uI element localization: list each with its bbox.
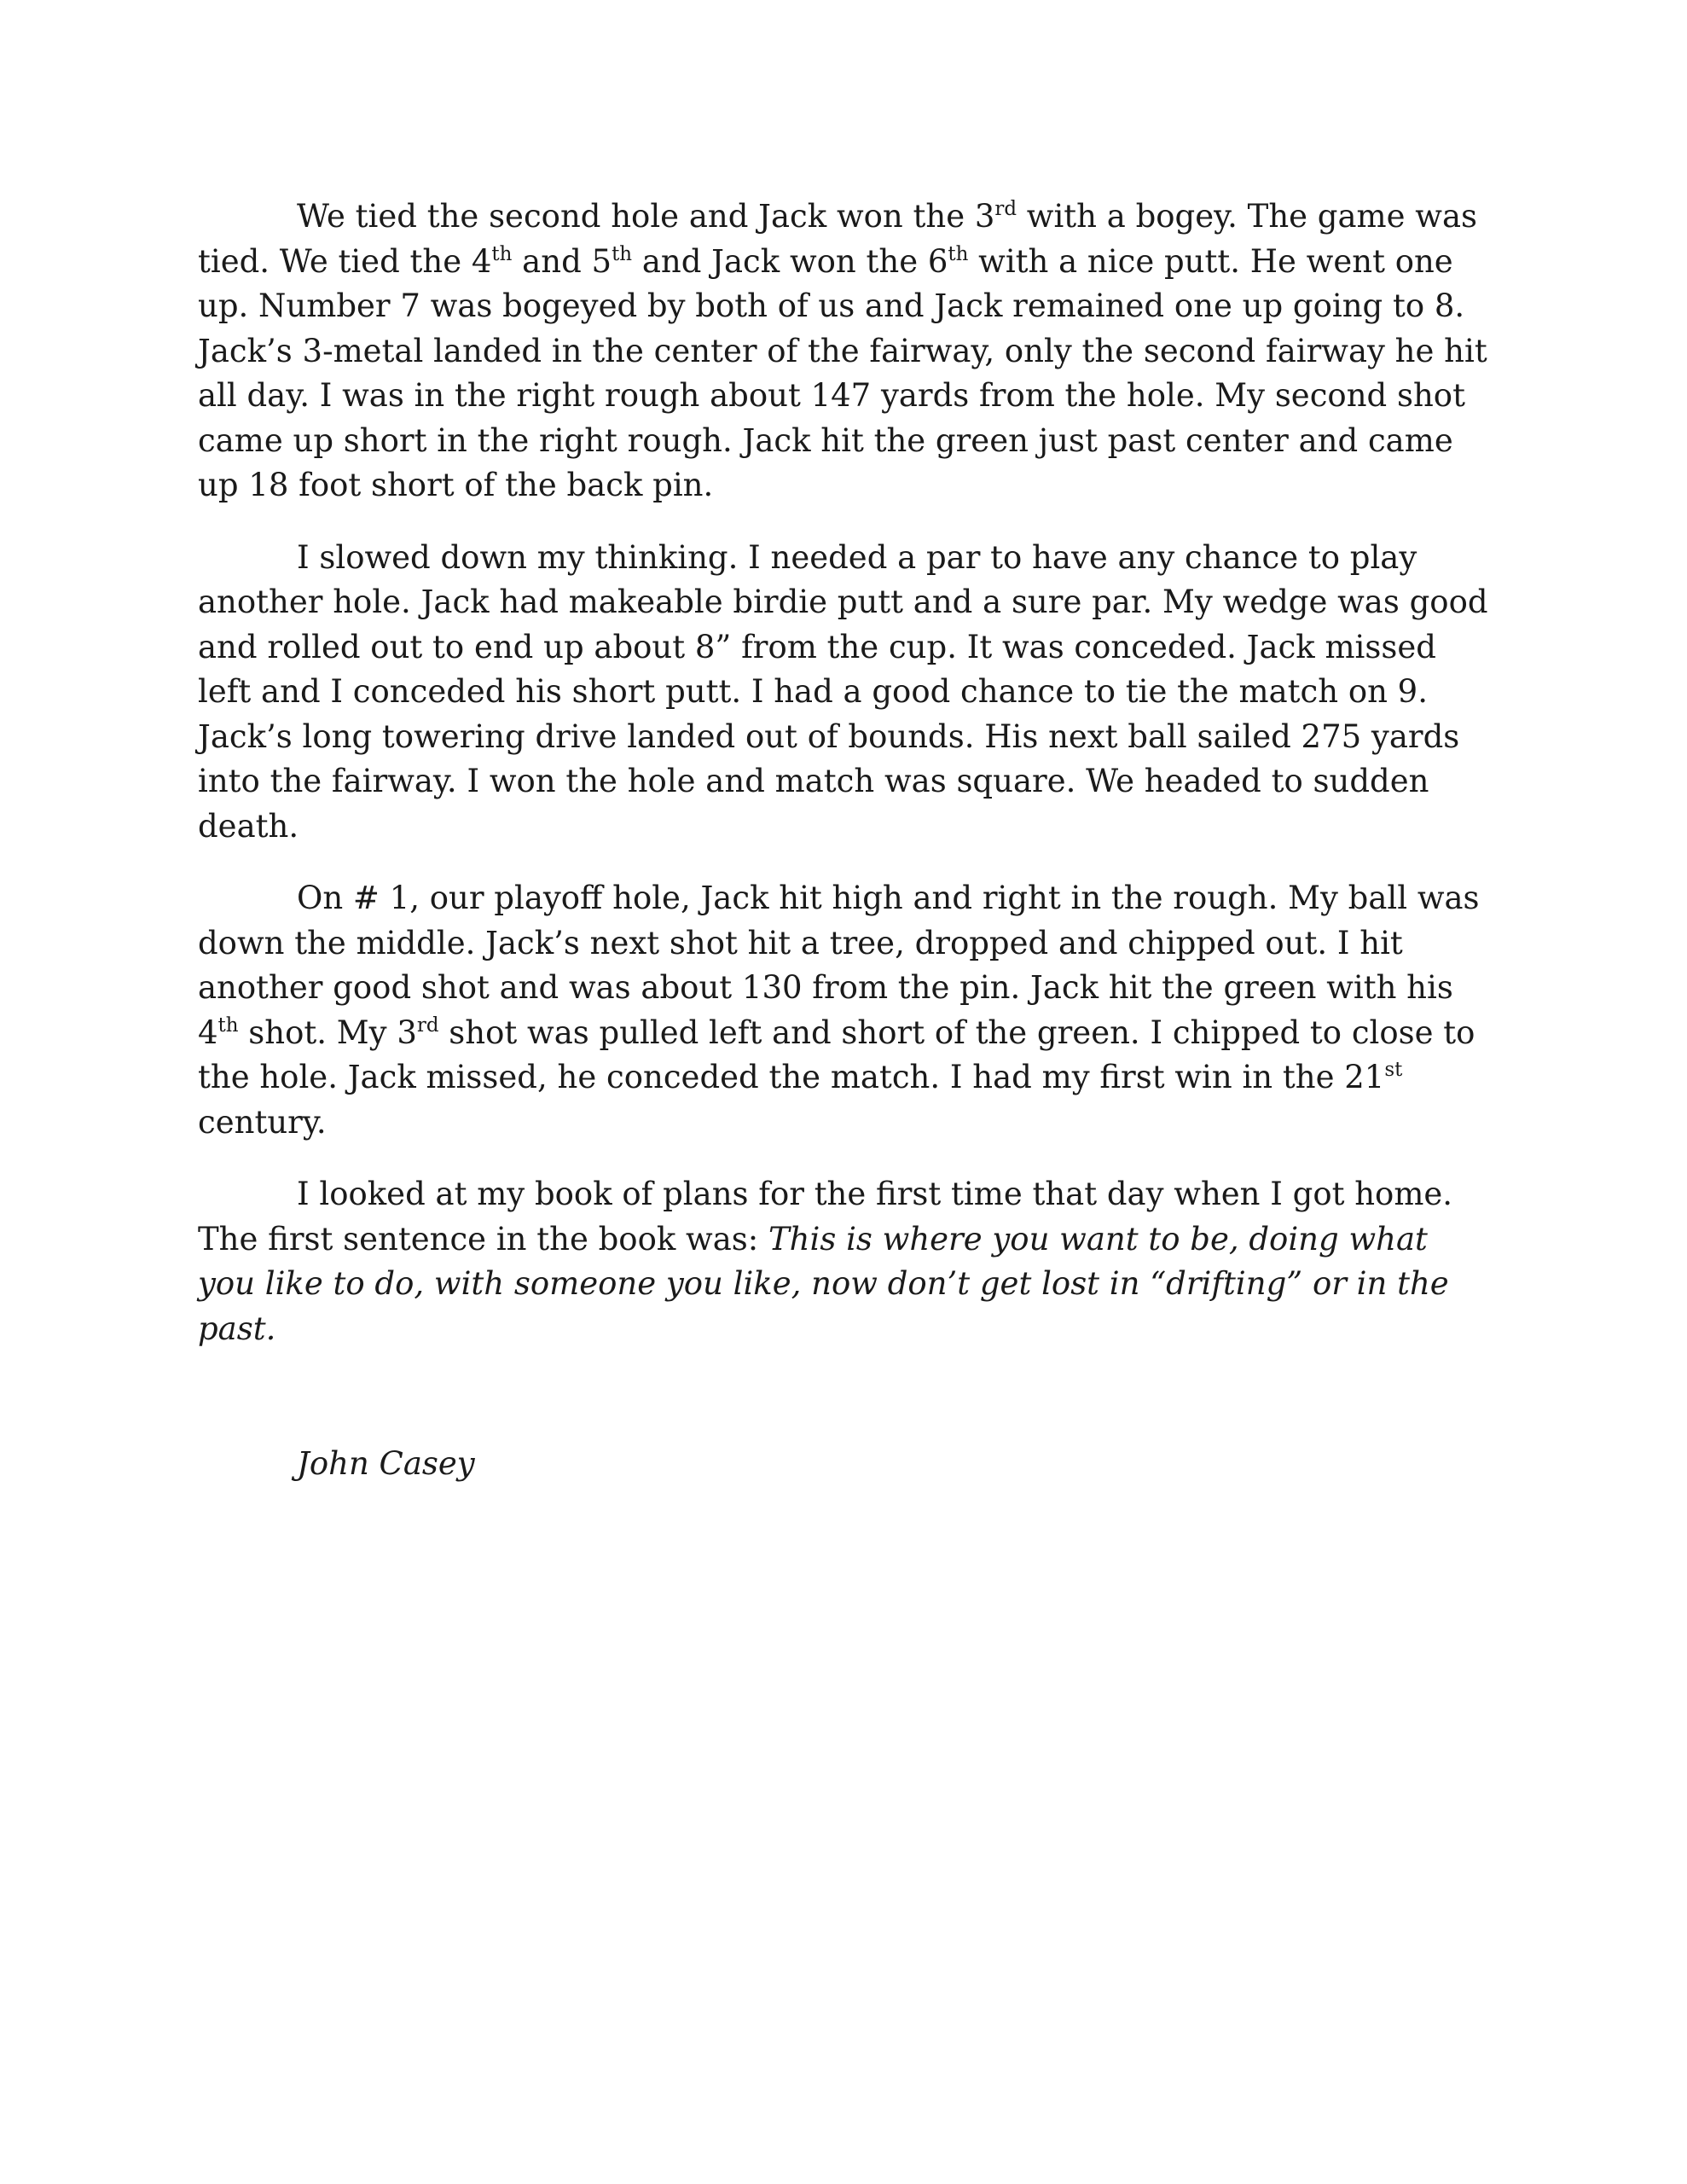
ordinal-suffix: rd xyxy=(416,1014,439,1037)
text-run: and Jack won the 6 xyxy=(632,242,948,280)
text-run: shot was pulled left and short of the green. I chipped to close to the hole. Jack missed, he conceded the match. I had my first win in the 21 xyxy=(198,1014,1475,1095)
text-run: I slowed down my thinking. I needed a par to have any chance to play another hole. Jack had makeable birdie putt and a sure par. My wedge was good and rolled out to end up about 8” from the cup. It was conceded. Jack missed left and I conceded his short putt. I had a good chance to tie the match on 9. Jack’s long towering drive landed out of bounds. His next ball sailed 275 yards into the fairway. I won the hole and match was square. We headed to sudden death. xyxy=(198,538,1488,845)
text-run: We tied the second hole and Jack won the 3 xyxy=(297,198,995,235)
quoted-sentence: This is where you want to be, doing what you like to do, with someone you like, now don’t get lost in “drifting” or in the past. xyxy=(198,1220,1449,1347)
author-signature: John Casey xyxy=(297,1445,475,1482)
text-run: I looked at my book of plans for the first time that day when I got home. The first sentence in the book was: xyxy=(198,1176,1453,1258)
text-run: with a nice putt. He went one up. Number 7 was bogeyed by both of us and Jack remained one up going to 8. Jack’s 3-metal landed in the center of the fairway, only the second fairway he hit all day. I was in the right rough about 147 yards from the hole. My second shot came up short in the right rough. Jack hit the green just past center and came up 18 foot short of the back pin. xyxy=(198,242,1487,503)
ordinal-suffix: th xyxy=(491,242,513,265)
ordinal-suffix: st xyxy=(1384,1058,1403,1081)
text-run: shot. My 3 xyxy=(238,1014,417,1051)
ordinal-suffix: rd xyxy=(994,197,1017,220)
text-run: with a bogey. The game was tied. We tied the 4 xyxy=(198,198,1478,280)
text-run: century. xyxy=(198,1103,327,1141)
body-text xyxy=(198,195,1494,1379)
ordinal-suffix: th xyxy=(612,242,633,265)
text-run: On # 1, our playoff hole, Jack hit high and right in the rough. My ball was down the middle. Jack’s next shot hit a tree, dropped and chipped out. I hit another good shot and was about 130 from the pin. Jack hit the green with his 4 xyxy=(198,880,1480,1051)
paragraph-4 xyxy=(198,1172,1494,1351)
ordinal-suffix: th xyxy=(217,1014,239,1037)
text-run: and 5 xyxy=(512,242,612,280)
paragraph-3 xyxy=(198,876,1494,1145)
ordinal-suffix: th xyxy=(948,242,969,265)
paragraph-1 xyxy=(198,195,1494,508)
paragraph-2 xyxy=(198,536,1494,850)
